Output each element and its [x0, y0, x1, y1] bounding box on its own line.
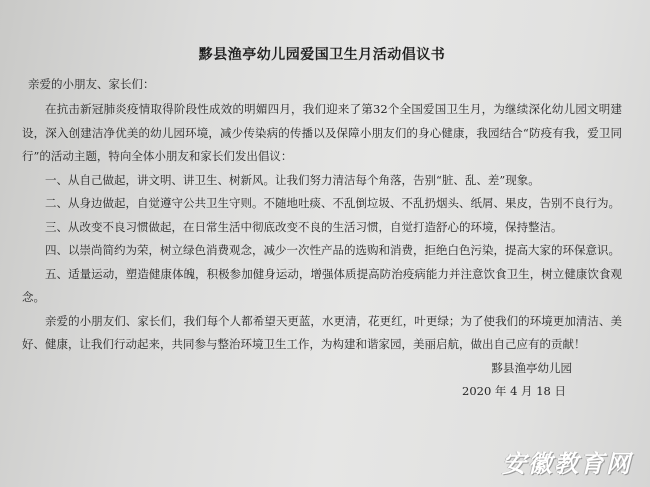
signature-org: 黟县渔亭幼儿园 — [491, 360, 572, 375]
signature-date: 2020 年 4 月 18 日 — [462, 383, 566, 398]
signature-block — [22, 357, 622, 403]
proposal-item-1: 一、从自己做起，讲文明、讲卫生、树新风。让我们努力清洁每个角落，告别“脏、乱、差”现象。 — [45, 172, 540, 187]
greeting: 亲爱的小朋友、家长们： — [28, 77, 155, 91]
proposal-item-4: 四、以崇尚简约为荣，树立绿色消费观念，减少一次性产品的选购和消费，拒绝白色污染，提高大家的环保意识。 — [45, 243, 620, 257]
closing-paragraph: 亲爱的小朋友们、家长们，我们每个人都希望天更蓝，水更清，花更红，叶更绿；为了使我们的环境更加清洁、美好、健康，让我们行动起来，共同参与整治环境卫生工作，为构建和谐家园，美丽启航，做出自己应有的贡献！ — [22, 313, 622, 351]
site-watermark: 安徽教育网 — [502, 449, 632, 478]
proposal-item-3: 三、从改变不良习惯做起，在日常生活中彻底改变不良的生活习惯，自觉打造舒心的环境，保持整洁。 — [45, 219, 563, 234]
proposal-item-2: 二、从身边做起，自觉遵守公共卫生守则。不随地吐痰、不乱倒垃圾、不乱扔烟头、纸屑、果皮，告别不良行为。 — [45, 196, 620, 210]
intro-paragraph: 在抗击新冠肺炎疫情取得阶段性成效的明媚四月，我们迎来了第32个全国爱国卫生月，为继续深化幼儿园文明建设，深入创建洁净优美的幼儿园环境，减少传染病的传播以及保障小朋友们的身心健康，我园结合“防疫有我，爱卫同行”的活动主题，特向全体小朋友和家长们发出倡议： — [22, 102, 622, 163]
document-title: 黟县渔亭幼儿园爱国卫生月活动倡议书 — [198, 47, 446, 63]
proposal-item-5: 五、适量运动，塑造健康体魄，积极参加健身运动，增强体质提高防治疫病能力并注意饮食卫生，树立健康饮食观念。 — [22, 266, 622, 304]
